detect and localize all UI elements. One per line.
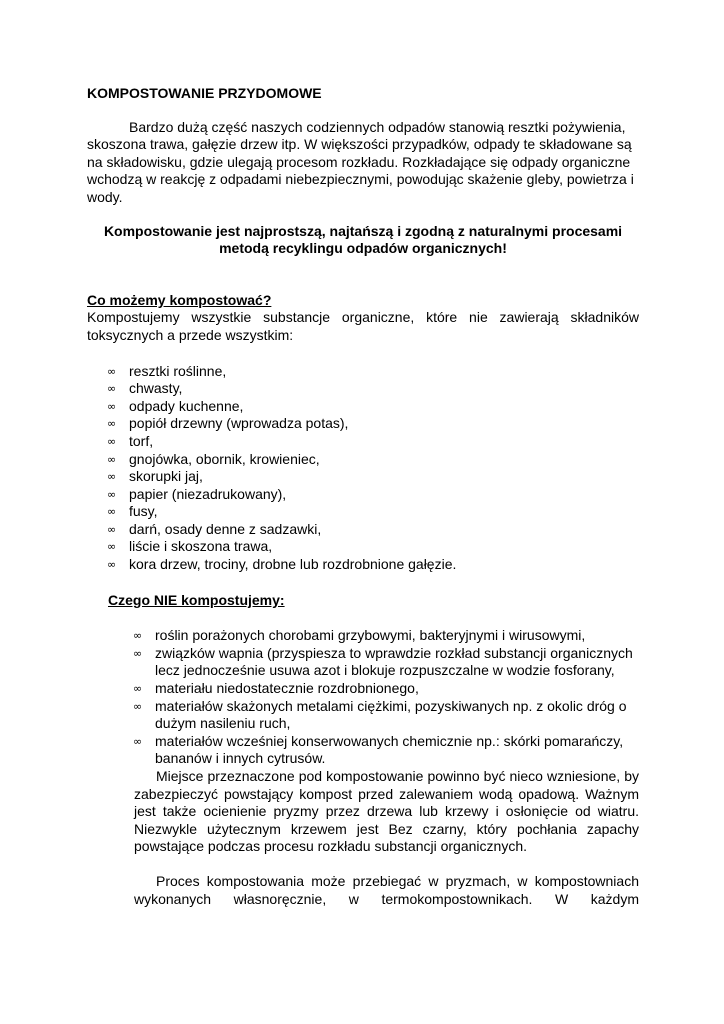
list-item-text: torf, — [129, 432, 154, 449]
list-item — [87, 468, 639, 486]
can-compost-list — [87, 363, 639, 574]
infinity-bullet-icon: ∞ — [133, 734, 143, 748]
list-item-text: darń, osady denne z sadzawki, — [129, 520, 322, 537]
list-item-text: związków wapnia (przyspiesza to wprawdzie rozkład substancji organicznych lecz jednocześnie usuwa azot i blokuje rozpuszczalne w wodzie fosforany, — [155, 644, 633, 679]
infinity-bullet-icon: ∞ — [107, 434, 117, 448]
infinity-bullet-icon: ∞ — [107, 540, 117, 554]
list-item — [87, 398, 639, 416]
emphasis-line-1: Kompostowanie jest najprostszą, najtańszą i zgodną z naturalnymi procesami — [103, 222, 623, 239]
infinity-bullet-icon: ∞ — [133, 629, 143, 643]
document-title: KOMPOSTOWANIE PRZYDOMOWE — [87, 85, 322, 101]
infinity-bullet-icon: ∞ — [107, 522, 117, 536]
cannot-compost-list — [87, 627, 639, 768]
list-item-text: skorupki jaj, — [129, 468, 203, 485]
location-paragraph: Miejsce przeznaczone pod kompostowanie powinno być nieco wzniesione, by zabezpieczyć powstający kompost przed zalewaniem wodą opadową. Ważnym jest także ocienienie pryzmy przez drzewa lub krzewy i osłonięcie od wiatru. Niezwykle użytecznym krzewem jest Bez czarny, który pochłania zapachy powstające podczas procesu rozkładu substancji organicznych. — [134, 768, 639, 855]
list-item-text: fusy, — [129, 503, 158, 520]
infinity-bullet-icon: ∞ — [107, 470, 117, 484]
list-item — [87, 645, 639, 680]
list-item-text: odpady kuchenne, — [129, 397, 244, 414]
list-item-text: resztki roślinne, — [129, 362, 227, 379]
list-item-text: materiałów skażonych metalami ciężkimi, pozyskiwanych np. z okolic dróg o dużym nasileniu ruch, — [155, 697, 627, 732]
infinity-bullet-icon: ∞ — [133, 699, 143, 713]
infinity-bullet-icon: ∞ — [133, 682, 143, 696]
infinity-bullet-icon: ∞ — [107, 558, 117, 572]
list-item — [87, 538, 639, 556]
infinity-bullet-icon: ∞ — [107, 364, 117, 378]
infinity-bullet-icon: ∞ — [107, 452, 117, 466]
section-can-compost-text: Kompostujemy wszystkie substancje organiczne, które nie zawierają składników toksycznych a przede wszystkim: — [87, 309, 639, 343]
infinity-bullet-icon: ∞ — [107, 487, 117, 501]
list-item — [87, 521, 639, 539]
emphasis-statement — [87, 223, 639, 258]
infinity-bullet-icon: ∞ — [107, 417, 117, 431]
section-heading-cannot-compost: Czego NIE kompostujemy: — [108, 591, 285, 608]
list-item — [87, 486, 639, 504]
emphasis-line-2: metodą recyklingu odpadów organicznych! — [219, 240, 507, 257]
list-item-text: materiałów wcześniej konserwowanych chemicznie np.: skórki pomarańczy, bananów i innych cytrusów. — [155, 732, 624, 767]
infinity-bullet-icon: ∞ — [133, 646, 143, 660]
list-item — [87, 451, 639, 469]
list-item-text: liście i skoszona trawa, — [129, 538, 273, 555]
list-item — [87, 433, 639, 451]
document-page — [87, 85, 639, 908]
infinity-bullet-icon: ∞ — [107, 505, 117, 519]
list-item-text: papier (niezadrukowany), — [129, 485, 287, 502]
list-item — [87, 680, 639, 698]
list-item-text: kora drzew, trociny, drobne lub rozdrobnione gałęzie. — [129, 556, 457, 573]
list-item-text: popiół drzewny (wprowadza potas), — [129, 415, 349, 432]
list-item — [87, 698, 639, 733]
process-paragraph: Proces kompostowania może przebiegać w pryzmach, w kompostowniach wykonanych własnoręcznie, w termokompostownikach. W każdym — [134, 872, 639, 907]
list-item-text: materiału niedostatecznie rozdrobnionego, — [155, 680, 419, 697]
list-item — [87, 363, 639, 381]
intro-paragraph: Bardzo dużą część naszych codziennych odpadów stanowią resztki pożywienia, skoszona trawa, gałęzie drzew itp. W większości przypadków, odpady te składowane są na składowisku, gdzie ulegają procesom rozkładu. Rozkładające się odpady organiczne wchodzą w reakcję z odpadami niebezpiecznymi, powodując skażenie gleby, powietrza i wody. — [87, 118, 634, 205]
list-item — [87, 733, 639, 768]
list-item — [87, 556, 639, 574]
list-item — [87, 380, 639, 398]
list-item — [87, 503, 639, 521]
list-item — [87, 627, 639, 645]
list-item-text: chwasty, — [129, 380, 183, 397]
infinity-bullet-icon: ∞ — [107, 399, 117, 413]
list-item-text: roślin porażonych chorobami grzybowymi, bakteryjnymi i wirusowymi, — [155, 627, 586, 644]
section-heading-can-compost: Co możemy kompostować? — [87, 291, 272, 308]
list-item-text: gnojówka, obornik, krowieniec, — [129, 450, 320, 467]
infinity-bullet-icon: ∞ — [107, 382, 117, 396]
list-item — [87, 415, 639, 433]
